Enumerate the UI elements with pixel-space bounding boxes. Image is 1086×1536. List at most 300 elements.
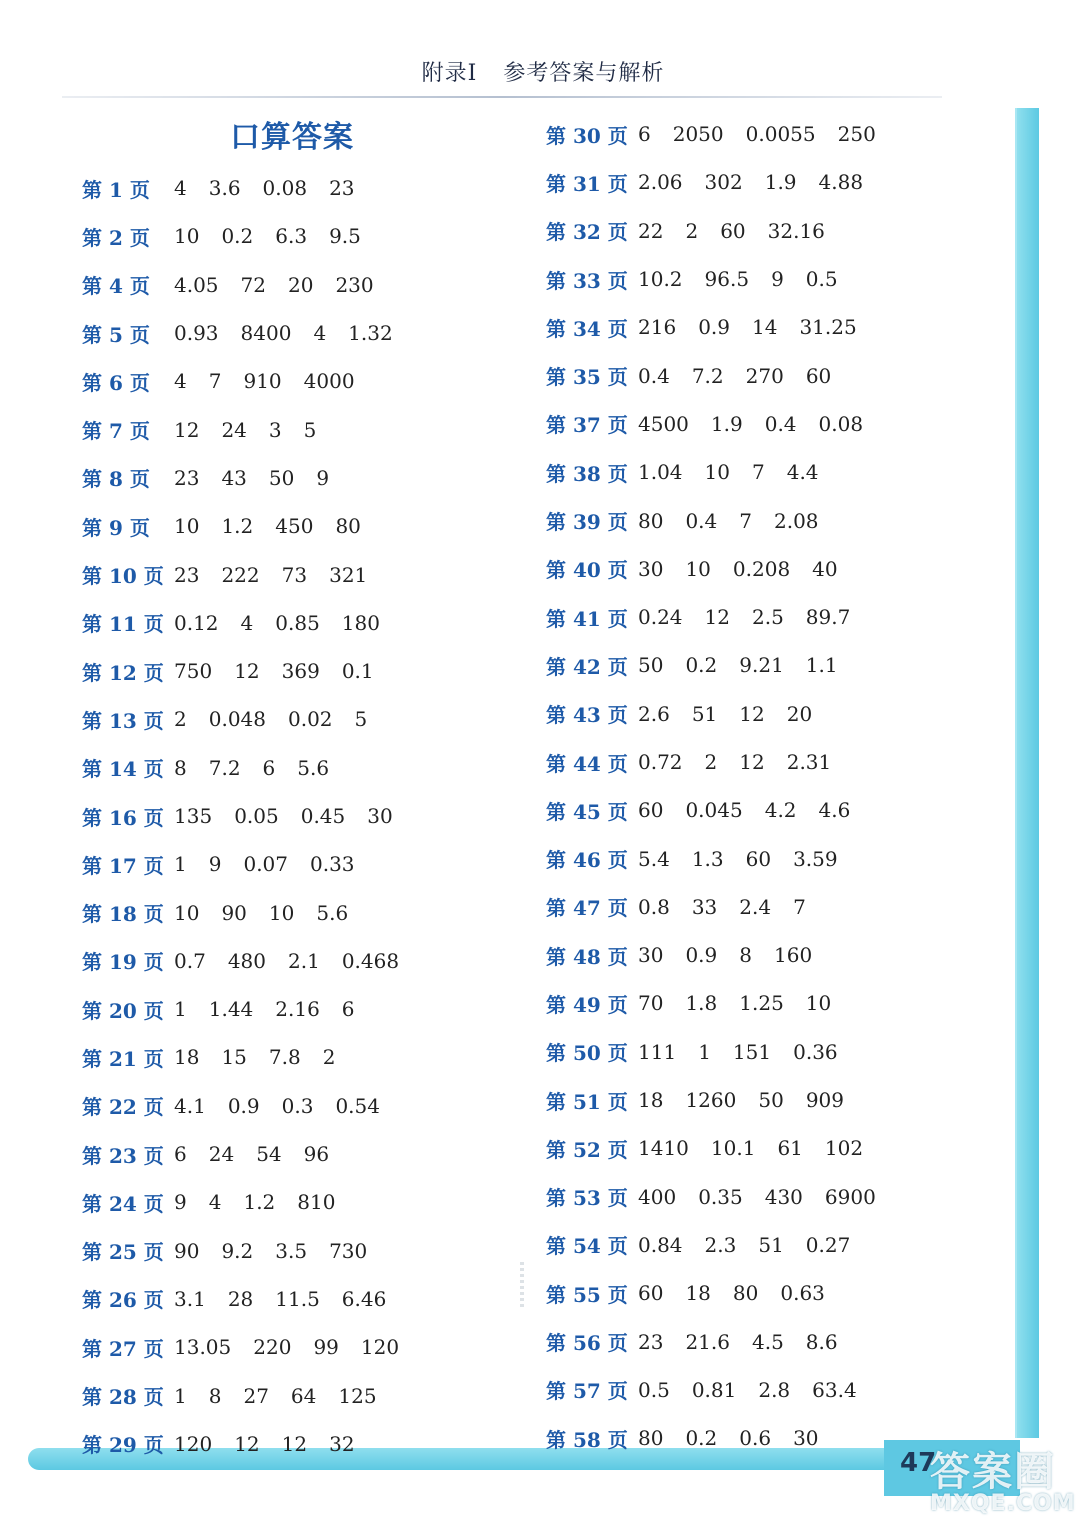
page-ref-number: 56 <box>566 1331 608 1356</box>
label-prefix: 第 <box>82 612 102 637</box>
label-prefix: 第 <box>546 896 566 921</box>
label-prefix: 第 <box>546 1331 566 1356</box>
answer-value: 0.468 <box>341 948 400 973</box>
answer-value: 0.2 <box>221 224 254 249</box>
page-label <box>546 748 638 777</box>
answer-value: 6 <box>174 1142 187 1167</box>
label-prefix: 第 <box>82 853 102 878</box>
answer-value: 18 <box>685 1281 711 1306</box>
page-ref-number: 28 <box>102 1385 144 1410</box>
page-ref-number: 42 <box>566 654 608 679</box>
label-suffix: 页 <box>143 805 164 830</box>
page-label <box>82 995 174 1024</box>
answer-value: 2.5 <box>751 605 784 630</box>
page-label <box>546 554 638 583</box>
answer-row <box>82 792 421 840</box>
answer-row <box>82 1227 421 1275</box>
label-suffix: 页 <box>143 1336 164 1361</box>
answer-row <box>546 786 898 834</box>
answer-value: 1.9 <box>764 170 797 195</box>
answer-value: 400 <box>638 1184 677 1209</box>
answer-value: 4.5 <box>751 1329 784 1354</box>
answer-value: 0.9 <box>227 1093 260 1118</box>
answer-row <box>82 1323 421 1371</box>
answer-value: 2050 <box>672 122 724 147</box>
answer-value: 302 <box>704 170 743 195</box>
page-ref-number: 17 <box>102 853 144 878</box>
label-suffix: 页 <box>607 751 628 776</box>
page-ref-number: 38 <box>566 461 608 486</box>
answer-value: 0.36 <box>793 1039 838 1064</box>
answer-value: 54 <box>256 1142 282 1167</box>
answer-value: 9.5 <box>329 224 361 249</box>
answer-value: 0.08 <box>262 176 308 201</box>
page-ref-number: 19 <box>102 950 144 975</box>
answer-value: 0.4 <box>638 363 670 388</box>
label-suffix: 页 <box>143 564 164 589</box>
answer-value: 9 <box>771 267 784 292</box>
label-prefix: 第 <box>82 708 102 733</box>
answer-value: 10.2 <box>638 267 683 292</box>
answer-value: 0.45 <box>300 804 346 828</box>
answer-value: 4.88 <box>818 170 864 195</box>
page-label <box>82 850 174 879</box>
label-prefix: 第 <box>82 1143 102 1168</box>
answer-row <box>82 1371 421 1419</box>
label-suffix: 页 <box>607 1041 628 1066</box>
label-prefix: 第 <box>546 1089 566 1114</box>
answer-row <box>546 1221 898 1269</box>
label-suffix: 页 <box>607 461 628 486</box>
answer-value: 9.21 <box>739 653 784 678</box>
page-ref-number: 10 <box>102 564 144 589</box>
answer-value: 230 <box>335 272 374 297</box>
page-label <box>546 1375 638 1404</box>
answer-value: 1.32 <box>348 321 393 346</box>
label-prefix: 第 <box>546 654 566 679</box>
answer-value: 4.2 <box>764 798 797 823</box>
label-suffix: 页 <box>607 510 628 535</box>
label-prefix: 第 <box>546 1186 566 1211</box>
answer-value: 810 <box>297 1190 336 1215</box>
page-label <box>82 1236 174 1265</box>
answer-value: 30 <box>367 804 393 828</box>
page-ref-number: 41 <box>566 606 608 631</box>
page-label <box>546 1037 638 1066</box>
answer-value: 0.08 <box>818 411 864 436</box>
page-ref-number: 7 <box>102 419 130 444</box>
label-suffix: 页 <box>607 1427 628 1452</box>
answer-value: 60 <box>745 846 772 871</box>
page-number: 47 <box>900 1448 937 1478</box>
answer-value: 3.1 <box>174 1286 206 1311</box>
label-prefix: 第 <box>546 171 566 196</box>
answer-value: 450 <box>275 514 314 539</box>
answer-row <box>82 1275 421 1323</box>
page-ref-number: 21 <box>102 1046 144 1071</box>
page-ref-number: 49 <box>566 992 608 1017</box>
answer-value: 1 <box>174 997 187 1022</box>
answer-value: 50 <box>268 465 295 490</box>
page-label <box>82 415 174 444</box>
answer-value: 6 <box>262 755 276 780</box>
page-label <box>546 651 638 680</box>
answer-value: 125 <box>338 1383 377 1408</box>
label-suffix: 页 <box>143 950 164 975</box>
answer-value: 0.2 <box>685 1426 718 1451</box>
page-label <box>546 892 638 921</box>
label-prefix: 第 <box>546 461 566 486</box>
label-prefix: 第 <box>82 757 102 782</box>
label-suffix: 页 <box>607 992 628 1017</box>
page-label <box>546 265 638 294</box>
answer-row <box>82 744 421 792</box>
answer-value: 2.3 <box>704 1232 737 1257</box>
page-ref-number: 53 <box>566 1186 608 1211</box>
answer-value: 5.4 <box>638 846 670 871</box>
page-label <box>546 1134 638 1163</box>
answer-value: 12 <box>234 1431 260 1456</box>
page-ref-number: 22 <box>102 1095 144 1120</box>
answer-value: 750 <box>174 659 213 684</box>
answer-value: 0.81 <box>691 1377 737 1402</box>
answer-value: 2.08 <box>774 508 819 533</box>
label-suffix: 页 <box>143 1288 164 1313</box>
page-ref-number: 51 <box>566 1089 608 1114</box>
answer-value: 1 <box>174 852 187 877</box>
page-ref-number: 33 <box>566 268 608 293</box>
answer-value: 3.59 <box>793 846 838 871</box>
page-ref-number: 5 <box>102 322 130 347</box>
label-prefix: 第 <box>546 992 566 1017</box>
label-prefix: 第 <box>546 1282 566 1307</box>
answer-row <box>546 1124 898 1172</box>
answer-value: 0.6 <box>739 1426 772 1451</box>
label-prefix: 第 <box>82 950 102 975</box>
answer-value: 28 <box>227 1286 254 1311</box>
answer-value: 111 <box>638 1039 677 1064</box>
page-ref-number: 54 <box>566 1234 608 1259</box>
answer-value: 4.05 <box>174 272 219 297</box>
page-label <box>546 168 638 197</box>
answer-value: 23 <box>329 176 355 201</box>
answer-value: 10 <box>805 991 832 1016</box>
label-suffix: 页 <box>143 757 164 782</box>
label-suffix: 页 <box>607 1282 628 1307</box>
answer-value: 0.9 <box>685 943 718 968</box>
page-ref-number: 4 <box>102 274 130 299</box>
label-suffix: 页 <box>143 1143 164 1168</box>
label-suffix: 页 <box>129 177 150 202</box>
label-prefix: 第 <box>546 123 566 148</box>
appendix-label: 附录Ⅰ <box>421 61 478 86</box>
label-prefix: 第 <box>82 419 102 444</box>
label-suffix: 页 <box>143 853 164 878</box>
answer-value: 11.5 <box>275 1286 320 1311</box>
answer-value: 6900 <box>824 1184 876 1209</box>
page-label <box>82 222 174 251</box>
label-suffix: 页 <box>129 419 150 444</box>
answer-value: 730 <box>329 1238 368 1263</box>
label-suffix: 页 <box>607 268 628 293</box>
answer-value: 2.8 <box>758 1377 791 1402</box>
page-ref-number: 45 <box>566 799 608 824</box>
answer-value: 50 <box>638 653 664 678</box>
page-ref-number: 47 <box>566 896 608 921</box>
answer-value: 1 <box>698 1039 711 1064</box>
page-ref-number: 24 <box>102 1191 144 1216</box>
answer-value: 0.93 <box>174 321 219 346</box>
answer-value: 8 <box>174 755 187 780</box>
answer-value: 30 <box>638 556 664 581</box>
label-suffix: 页 <box>143 1191 164 1216</box>
answer-value: 15 <box>221 1045 247 1070</box>
answer-value: 10 <box>174 224 200 249</box>
answer-row <box>546 1076 898 1124</box>
answer-value: 2.1 <box>288 948 320 973</box>
answer-value: 0.2 <box>685 653 718 678</box>
page-label <box>82 319 174 348</box>
page-label <box>82 270 174 299</box>
answer-value: 2 <box>174 707 187 732</box>
answer-value: 23 <box>174 465 200 490</box>
page-label <box>82 753 174 782</box>
answer-value: 0.4 <box>685 508 718 533</box>
answer-value: 4 <box>313 321 327 346</box>
label-prefix: 第 <box>546 1379 566 1404</box>
answer-value: 1.9 <box>710 411 743 436</box>
answer-value: 3 <box>268 417 282 442</box>
label-suffix: 页 <box>607 123 628 148</box>
answer-value: 910 <box>243 369 282 394</box>
answer-row <box>546 690 898 738</box>
page-label <box>546 603 638 632</box>
answer-value: 9 <box>208 852 222 877</box>
answer-value: 151 <box>732 1039 772 1064</box>
label-suffix: 页 <box>607 654 628 679</box>
answer-value: 0.5 <box>805 267 838 292</box>
label-suffix: 页 <box>143 708 164 733</box>
page-label <box>546 216 638 245</box>
answer-value: 430 <box>764 1184 803 1209</box>
answer-value: 51 <box>758 1232 784 1257</box>
answer-value: 0.4 <box>764 411 797 436</box>
answer-value: 20 <box>786 701 813 726</box>
answer-value: 63.4 <box>812 1377 857 1402</box>
answer-value: 12 <box>739 701 765 726</box>
page-label <box>546 1182 638 1211</box>
answer-value: 80 <box>638 508 664 533</box>
label-prefix: 第 <box>82 902 102 927</box>
answer-value: 21.6 <box>685 1329 730 1354</box>
answer-row <box>82 502 421 550</box>
page-ref-number: 23 <box>102 1143 144 1168</box>
answer-value: 0.3 <box>281 1093 314 1118</box>
answer-value: 0.02 <box>288 707 333 732</box>
answer-row <box>546 545 898 593</box>
answer-value: 73 <box>281 562 308 587</box>
label-prefix: 第 <box>546 1427 566 1452</box>
page-label <box>82 1188 174 1217</box>
answer-value: 1.44 <box>208 997 254 1022</box>
page-label <box>546 1230 638 1259</box>
answer-row <box>546 303 898 351</box>
page-label <box>546 796 638 825</box>
watermark-logo <box>930 1440 1080 1530</box>
label-suffix: 页 <box>143 998 164 1023</box>
answer-value: 5 <box>303 417 317 442</box>
answer-value: 51 <box>691 701 718 726</box>
answer-value: 0.72 <box>638 750 683 774</box>
page-ref-number: 6 <box>102 370 130 395</box>
answer-value: 120 <box>360 1335 400 1360</box>
answer-row <box>546 496 898 544</box>
answer-value: 70 <box>638 991 664 1016</box>
answer-row <box>546 1366 898 1414</box>
page-label <box>546 844 638 873</box>
answer-value: 10 <box>174 900 200 925</box>
label-suffix: 页 <box>129 370 150 395</box>
answer-value: 2 <box>322 1045 336 1070</box>
answer-value: 60 <box>805 363 832 388</box>
answer-value: 480 <box>227 948 266 973</box>
header-title: 参考答案与解析 <box>503 61 665 86</box>
answer-value: 6 <box>341 997 355 1022</box>
answer-value: 1.2 <box>243 1190 276 1215</box>
answer-row <box>546 1317 898 1365</box>
answer-row <box>82 550 421 598</box>
answer-value: 2.4 <box>739 894 772 919</box>
page-label <box>82 1140 174 1169</box>
answer-row <box>82 1420 421 1468</box>
answer-value: 3.5 <box>275 1238 308 1263</box>
answer-value: 2.6 <box>638 701 670 726</box>
right-answer-column <box>546 110 898 1462</box>
answer-row <box>82 937 421 985</box>
answer-value: 0.05 <box>234 804 279 828</box>
label-suffix: 页 <box>143 1095 164 1120</box>
label-prefix: 第 <box>82 1095 102 1120</box>
scan-artifact <box>520 1262 524 1308</box>
answer-value: 0.07 <box>243 852 288 877</box>
page-label <box>82 1381 174 1410</box>
page-label <box>546 1424 638 1453</box>
answer-value: 321 <box>329 562 368 587</box>
answer-row <box>546 351 898 399</box>
answer-value: 32.16 <box>767 218 825 243</box>
answer-value: 1 <box>174 1383 187 1408</box>
answer-value: 12 <box>174 417 200 442</box>
answer-row <box>82 357 421 405</box>
answer-value: 4.6 <box>818 798 851 823</box>
answer-row <box>546 255 898 303</box>
label-prefix: 第 <box>82 274 102 299</box>
answer-value: 1.8 <box>685 991 718 1016</box>
answer-value: 12 <box>739 750 765 774</box>
header-divider <box>62 96 942 98</box>
answer-value: 135 <box>174 804 213 828</box>
answer-value: 216 <box>638 315 677 340</box>
page-ref-number: 44 <box>566 751 608 776</box>
answer-value: 120 <box>174 1431 213 1456</box>
page-ref-number: 40 <box>566 558 608 583</box>
answer-value: 0.24 <box>638 605 683 630</box>
page-ref-number: 58 <box>566 1427 608 1452</box>
page-label <box>546 120 638 149</box>
label-prefix: 第 <box>82 177 102 202</box>
page-ref-number: 1 <box>102 177 130 202</box>
label-suffix: 页 <box>607 1089 628 1114</box>
page-label <box>546 699 638 728</box>
answer-value: 0.33 <box>310 852 355 877</box>
page-ref-number: 46 <box>566 848 608 873</box>
answer-value: 1410 <box>638 1136 689 1161</box>
left-answer-column <box>82 164 421 1468</box>
answer-row <box>546 448 898 496</box>
answer-row <box>546 1173 898 1221</box>
answer-value: 22 <box>638 218 664 243</box>
answer-value: 10.1 <box>710 1136 756 1161</box>
label-suffix: 页 <box>607 316 628 341</box>
answer-value: 1.2 <box>221 514 254 539</box>
answer-value: 909 <box>805 1088 844 1113</box>
answer-value: 7.2 <box>208 755 241 780</box>
page-ref-number: 52 <box>566 1137 608 1162</box>
answer-value: 12 <box>281 1431 308 1456</box>
answer-row <box>82 840 421 888</box>
answer-row <box>82 647 421 695</box>
label-prefix: 第 <box>546 1137 566 1162</box>
label-prefix: 第 <box>82 805 102 830</box>
page-ref-number: 12 <box>102 660 144 685</box>
page-ref-number: 32 <box>566 220 608 245</box>
answer-value: 6 <box>638 122 651 147</box>
answer-row <box>546 207 898 255</box>
label-suffix: 页 <box>143 1240 164 1265</box>
label-suffix: 页 <box>607 220 628 245</box>
answer-value: 60 <box>638 798 664 823</box>
answer-value: 13.05 <box>174 1335 232 1360</box>
answer-row <box>82 1033 421 1081</box>
page-label <box>546 361 638 390</box>
page-label <box>546 989 638 1018</box>
answer-value: 40 <box>812 556 838 581</box>
answer-value: 80 <box>638 1426 664 1451</box>
answer-row <box>546 979 898 1027</box>
page-label <box>546 1279 638 1308</box>
answer-value: 0.8 <box>638 894 670 919</box>
answer-row <box>82 1130 421 1178</box>
answer-row <box>546 1269 898 1317</box>
label-suffix: 页 <box>607 1379 628 1404</box>
answer-value: 30 <box>793 1426 819 1451</box>
answer-row <box>546 641 898 689</box>
page-label <box>546 313 638 342</box>
answer-value: 0.54 <box>335 1093 380 1118</box>
answer-value: 90 <box>221 900 247 925</box>
label-prefix: 第 <box>546 606 566 631</box>
answer-row <box>546 883 898 931</box>
page-ref-number: 39 <box>566 510 608 535</box>
answer-value: 8 <box>739 943 752 968</box>
answer-value: 4 <box>240 610 254 635</box>
answer-row <box>82 212 421 260</box>
label-suffix: 页 <box>607 1186 628 1211</box>
label-prefix: 第 <box>82 1385 102 1410</box>
answer-value: 23 <box>174 562 200 587</box>
answer-value: 1.1 <box>805 653 838 678</box>
label-prefix: 第 <box>546 316 566 341</box>
